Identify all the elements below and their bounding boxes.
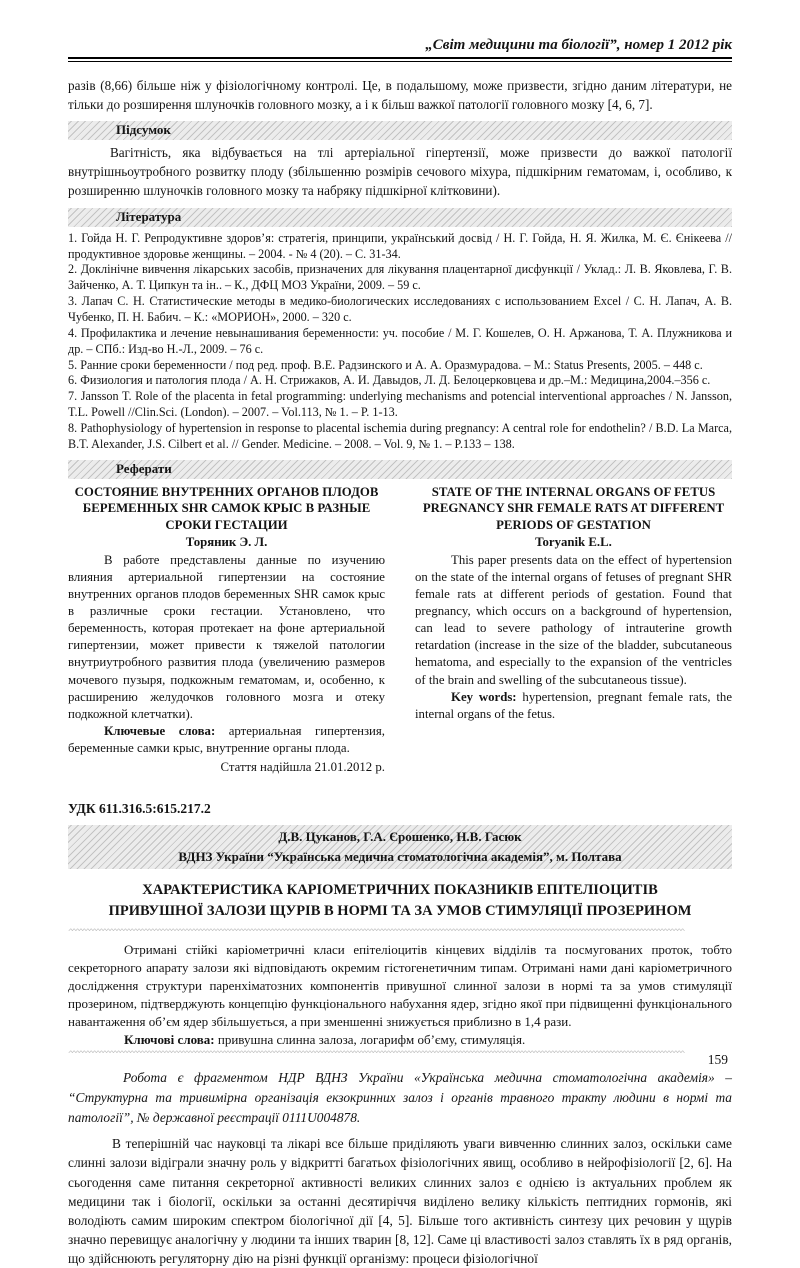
abstract-author-ru: Торяник Э. Л. [185,534,268,549]
page-content [68,0,732,1268]
research-project-note: Робота є фрагментом НДР ВДНЗ України «Українська медична стоматологічна академія» – “Структурна та тривимірна організація екзокринних залоз і органів травного тракту людини в нормі та патології”, № державної реєстрації 0111U004878. [68,1069,732,1126]
udc-number: УДК 611.316.5:615.217.2 [68,801,211,817]
abstract-english-column [415,484,732,776]
article-intro-paragraph: В теперішній час науковці та лікарі все більше приділяють уваги вивченню слинних залоз, оскільки саме слинні залози відіграли значну роль у відкритті багатьох фізіологічних явищ, особливо в нейрофізіології [2, 6]. На сьогодення саме питання секреторної активності великих слинних залоз є однією із актуальних проблем як медицини так і біології, оскільки за останні десятиріччя виділено велику кількість пептидних гормонів, які володіють самим широким спектром біологічної дії [4, 5]. Більше того активність синтезу цих речовин у щурів значно перевищує аналогічну у людини та інших тварин [8, 12]. Саме ці властивості залоз ставлять їх в ряд органів, що здійснюють регуляторну дію на різні функції організму: процеси фізіологічної [68,1136,732,1267]
article-authors-band [68,825,732,869]
references-list [68,231,732,453]
reference-item: 1. Гойда Н. Г. Репродуктивне здоров’я: стратегія, принципи, український досвід / Н. Г. Гойда, Н. Я. Жилка, М. Є. Єнікеева // продуктивное здоровье женщины. – 2004. - № 4 (20). – С. 31-34. [68,230,732,261]
reference-item: 6. Физиология и патология плода / А. Н. Стрижаков, А. И. Давыдов, Л. Д. Белоцерковцева и др.–М.: Медицина,2004.–356 с. [68,373,711,388]
abstract-title-ru: СОСТОЯНИЕ ВНУТРЕННИХ ОРГАНОВ ПЛОДОВ БЕРЕМЕННЫХ SHR САМОК КРЫС В РАЗНЫЕ СРОКИ ГЕСТАЦИИ [74,484,379,532]
section-heading-abstracts: Реферати [68,460,732,479]
abstract-russian-column [68,484,385,776]
keywords-text-ru: артериальная гипертензия, беременные самки крыс, внутренние органы плода. [68,723,385,756]
zigzag-separator [68,929,732,938]
summary-paragraph: Вагітність, яка відбувається на тлі артеріальної гіпертензії, може призвести до важкої патології внутрішньоутробного розвитку плоду (збільшенню розмірів сечового міхура, підшкірним гематомам, і, особливо, к розширенню шлуночків головного мозку та набряку підшкірної клітковини). [68,145,732,198]
section-heading-literature: Література [68,208,732,227]
previous-article-tail-paragraph: разів (8,66) більше ніж у фізіологічному контролі. Це, в подальшому, може призвести, згідно даним літератури, не тільки до розширення шлуночків головного мозку, а і к більш важкої патології головного мозку [4, 6, 7]. [68,78,732,112]
journal-header: „Світ медицини та біології”, номер 1 2012 рік [425,37,732,53]
reference-item: 4. Профилактика и лечение невынашивания беременности: уч. пособие / М. Г. Кошелев, О. Н. Аржанова, Т. А. Плужникова и др. – СПб.: Изд-во Н.-Л., 2009. – 76 с. [68,325,732,356]
reference-item: 8. Pathophysiology of hypertension in response to placental ischemia during pregnancy: A central role for endothelin? / B.D. La Marca, B.T. Alexander, J.S. Cilbert et al. // Gender. Medicine. – 2008. – Vol. 9, № 1. – P.133 – 138. [68,420,732,451]
article-keywords-line [68,1031,732,1049]
zigzag-separator [68,1051,732,1060]
article-received-date: Стаття надійшла 21.01.2012 р. [220,760,385,775]
keywords-label-ru: Ключевые слова: [104,723,216,738]
abstract-body-en: This paper presents data on the effect of hypertension on the state of the internal organs of fetuses of pregnant SHR female rats at different periods of gestation. Found that pregnancy, which occurs on a background of hypertension, can lead to severe pathology of intrauterine growth retardation (increase in the size of the bladder, subcutaneous hematoma, and especially to the expansion of the ventricles of the brain and swelling of the subcutaneous tissue). [415,552,732,687]
abstract-keywords-en [415,689,732,723]
keywords-label-en: Key words: [451,689,517,704]
reference-item: 2. Доклінічне вивчення лікарських засобів, призначених для лікування плацентарної дисфункції / Уклад.: Л. В. Яковлева, Г. В. Зайченко, А. Т. Ципкун та ін.. – К., ДФЦ МОЗ України, 2009. – 59 с. [68,262,732,293]
reference-item: 3. Лапач С. Н. Статистические методы в медико-биологических исследованиях с использованием Excel / С. Н. Лапач, А. В. Чубенко, П. Н. Бабич. – К.: «МОРИОН», 2000. – 320 с. [68,294,732,324]
section-heading-summary: Підсумок [68,121,732,140]
abstract-title-en: STATE OF THE INTERNAL ORGANS OF FETUS PREGNANCY SHR FEMALE RATS AT DIFFERENT PERIODS OF GESTATION [422,484,725,532]
article-keywords-text: привушна слинна залоза, логарифм об’єму, стимуляція. [217,1031,526,1047]
keywords-text-en: hypertension, pregnant female rats, the internal organs of the fetus. [415,689,732,721]
reference-item: 5. Ранние сроки беременности / под ред. проф. В.Е. Радзинского и А. А. Оразмурадова. – М.: Status Presents, 2005. – 448 с. [68,357,703,372]
abstract-keywords-ru [68,723,385,757]
abstracts-columns [68,484,732,776]
article-title: ХАРАКТЕРИСТИКА КАРІОМЕТРИЧНИХ ПОКАЗНИКІВ ЕПІТЕЛІОЦИТІВ ПРИВУШНОЇ ЗАЛОЗИ ЩУРІВ В НОРМІ ТА ЗА УМОВ СТИМУЛЯЦІЇ ПРОЗЕРИНОМ [108,882,692,920]
reference-item: 7. Jansson T. Role of the placenta in fetal programming: underlying mechanisms and potencial interventional approaches / N. Jansson, T.L. Powell //Clin.Sci. (London). – 2007. – Vol.113, № 1. – P. 1-13. [68,389,732,420]
article-keywords-label: Ключові слова: [124,1031,215,1047]
article-authors: Д.В. Цуканов, Г.А. Єрошенко, Н.В. Гасюк [278,829,522,845]
abstract-body-ru: В работе представлены данные по изучению влияния артериальной гипертензии на состояние внутренних органов плодов беременных SHR самок крыс в различные сроки гестации. Установлено, что беременность, которая протекает на фоне артериальной гипертензии, может привести к тяжелой патологии внутриутробного развития плода (увеличению размеров мочевого пузыря, подкожным гематомам, и, особенно, к расширению желудочков головного мозга и отеку подкожной клетчатки). [68,552,385,721]
abstract-author-en: Toryanik E.L. [535,534,612,549]
header-rule [68,57,732,62]
article-affiliation: ВДНЗ України “Українська медична стоматологічна академія”, м. Полтава [178,848,622,864]
page-number: 159 [707,1052,728,1067]
article-abstract-paragraph: Отримані стійкі каріометричні класи епітеліоцитів кінцевих відділів та посмугованих проток, тобто секреторного апарату залози які відповідають окремим гістогенетичним типам. Отримані нами дані каріометричного дослідження структури паренхіматозних компонентів привушної слинної залози в нормі та за умов стимуляції прозерином, підтверджують концепцію функціонального набухання ядер, згідно якої при підвищенні функціонального навантаження об’єм ядер збільшується, а при зменшенні знижується приблизно в 1,4 рази. [68,942,732,1030]
